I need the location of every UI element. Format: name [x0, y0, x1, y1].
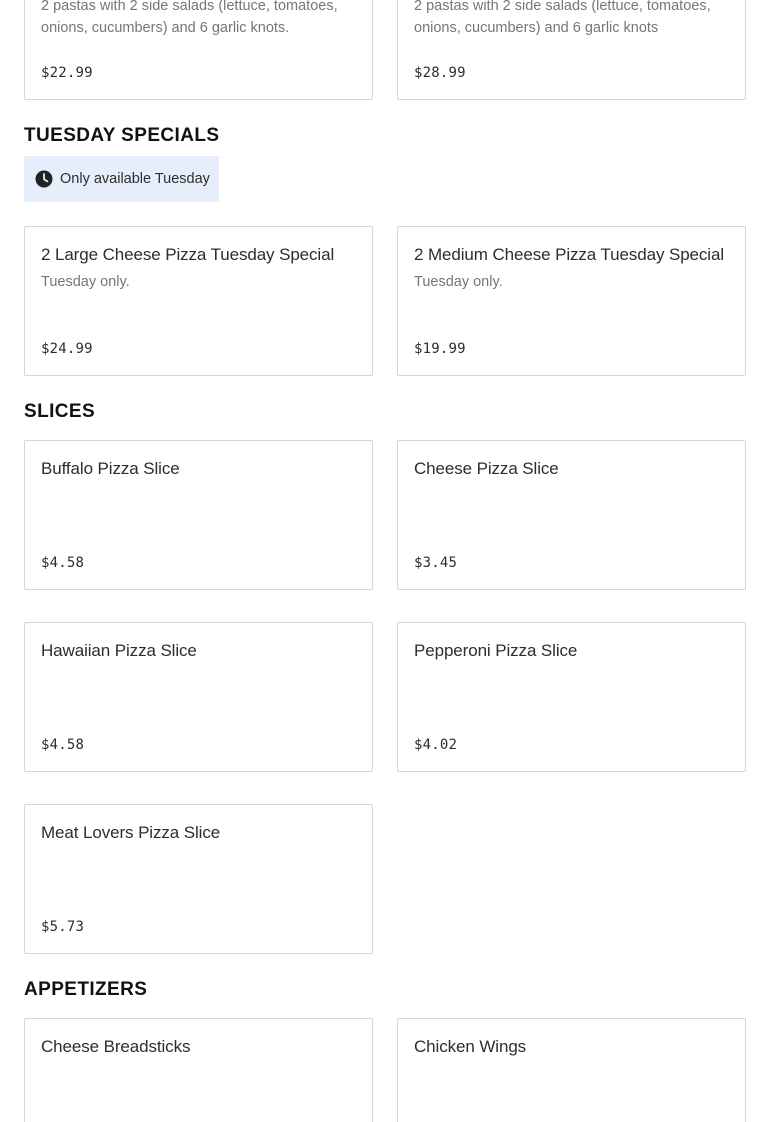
clock-icon [35, 170, 53, 188]
menu-item-card[interactable] [397, 622, 746, 772]
item-description: Tuesday only. [41, 274, 130, 290]
menu-item-card[interactable] [397, 440, 746, 590]
item-price: $28.99 [414, 65, 466, 81]
item-price: $3.45 [414, 555, 458, 571]
item-price: $4.58 [41, 555, 85, 571]
item-name: Cheese Pizza Slice [414, 459, 559, 478]
menu-item-card[interactable] [24, 1018, 373, 1122]
item-price: $4.58 [41, 737, 85, 753]
item-name: 2 Medium Cheese Pizza Tuesday Special [414, 245, 725, 264]
item-name: Pepperoni Pizza Slice [414, 641, 578, 660]
item-description: 2 pastas with 2 side salads (lettuce, tomatoes, onions, cucumbers) and 6 garlic knots. [41, 0, 338, 36]
item-price: $4.02 [414, 737, 458, 753]
item-name: Meat Lovers Pizza Slice [41, 823, 221, 842]
menu-item-card[interactable] [397, 226, 746, 376]
item-description: 2 pastas with 2 side salads (lettuce, tomatoes, onions, cucumbers) and 6 garlic knots [414, 0, 711, 36]
section-title-slices: SLICES [24, 401, 96, 422]
menu-item-card[interactable] [24, 622, 373, 772]
item-price: $5.73 [41, 919, 85, 935]
item-name: 2 Large Cheese Pizza Tuesday Special [41, 245, 335, 264]
menu-item-card[interactable] [397, 0, 746, 100]
item-name: Cheese Breadsticks [41, 1037, 191, 1056]
item-name: Buffalo Pizza Slice [41, 459, 180, 478]
badge-label: Only available Tuesday [60, 171, 210, 187]
menu-item-card[interactable] [24, 804, 373, 954]
availability-badge [24, 156, 219, 202]
menu-item-card[interactable] [24, 0, 373, 100]
menu-item-card[interactable] [397, 1018, 746, 1122]
item-price: $19.99 [414, 341, 466, 357]
item-name: Hawaiian Pizza Slice [41, 641, 197, 660]
section-title-tuesday-specials: TUESDAY SPECIALS [24, 125, 220, 146]
menu-item-card[interactable] [24, 226, 373, 376]
section-title-appetizers: APPETIZERS [24, 979, 148, 1000]
menu-item-card[interactable] [24, 440, 373, 590]
item-price: $22.99 [41, 65, 93, 81]
item-description: Tuesday only. [414, 274, 503, 290]
item-price: $24.99 [41, 341, 93, 357]
item-name: Chicken Wings [414, 1037, 527, 1056]
